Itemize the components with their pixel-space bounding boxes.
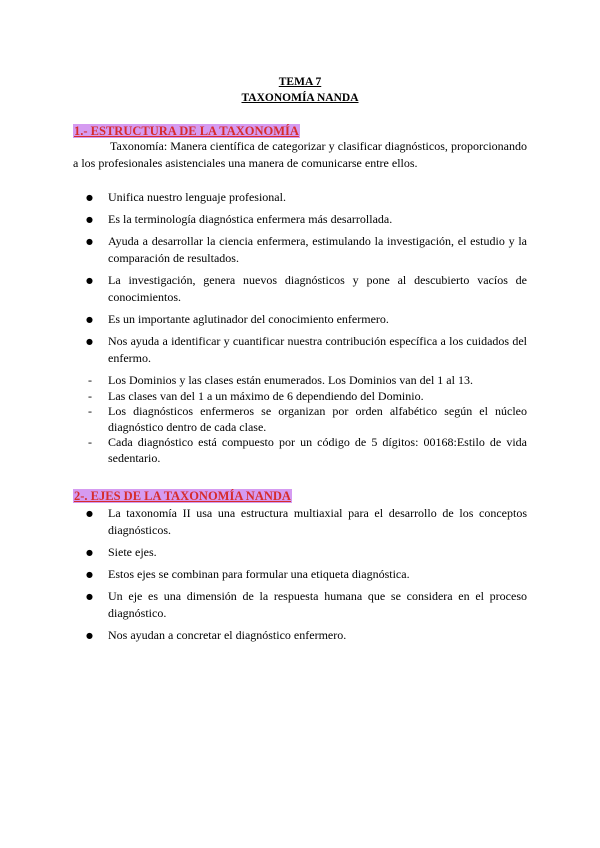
list-item: - Los diagnósticos enfermeros se organizan por orden alfabético según el núcleo diagnóstico dentro de cada clase. [88,404,527,435]
section-1-intro: Taxonomía: Manera científica de categorizar y clasificar diagnósticos, proporcionando a los profesionales asistenciales una manera de comunicarse entre ellos. [73,139,527,170]
section-1-heading: 1.- ESTRUCTURA DE LA TAXONOMÍA [74,124,299,138]
list-item: - Las clases van del 1 a un máximo de 6 dependiendo del Dominio. [88,389,527,405]
list-item: ● La investigación, genera nuevos diagnósticos y pone al descubierto vacíos de conocimientos. [86,272,527,306]
document-title: TAXONOMÍA NANDA [241,92,359,104]
list-item: ● Es un importante aglutinador del conocimiento enfermero. [86,311,527,328]
topic-title: TEMA 7 [278,76,322,88]
section-1-dash-list [88,373,527,466]
list-item: ● Nos ayudan a concretar el diagnóstico enfermero. [86,627,527,644]
list-item: ● Un eje es una dimensión de la respuesta humana que se considera en el proceso diagnóstico. [86,588,527,622]
list-item: ● Unifica nuestro lenguaje profesional. [86,189,527,206]
section-2-bullet-list [86,505,527,644]
list-item: ● Nos ayuda a identificar y cuantificar nuestra contribución específica a los cuidados del enfermo. [86,333,527,367]
list-item: ● Estos ejes se combinan para formular una etiqueta diagnóstica. [86,566,527,583]
section-2-heading: 2-. EJES DE LA TAXONOMÍA NANDA [74,489,291,503]
list-item: - Cada diagnóstico está compuesto por un código de 5 dígitos: 00168:Estilo de vida sedentario. [88,435,527,466]
list-item: ● Ayuda a desarrollar la ciencia enfermera, estimulando la investigación, el estudio y la comparación de resultados. [86,233,527,267]
list-item: ● Siete ejes. [86,544,527,561]
list-item: - Los Dominios y las clases están enumerados. Los Dominios van del 1 al 13. [88,373,527,389]
section-1-bullet-list [86,189,527,367]
list-item: ● La taxonomía II usa una estructura multiaxial para el desarrollo de los conceptos diagnósticos. [86,505,527,539]
list-item: ● Es la terminología diagnóstica enfermera más desarrollada. [86,211,527,228]
